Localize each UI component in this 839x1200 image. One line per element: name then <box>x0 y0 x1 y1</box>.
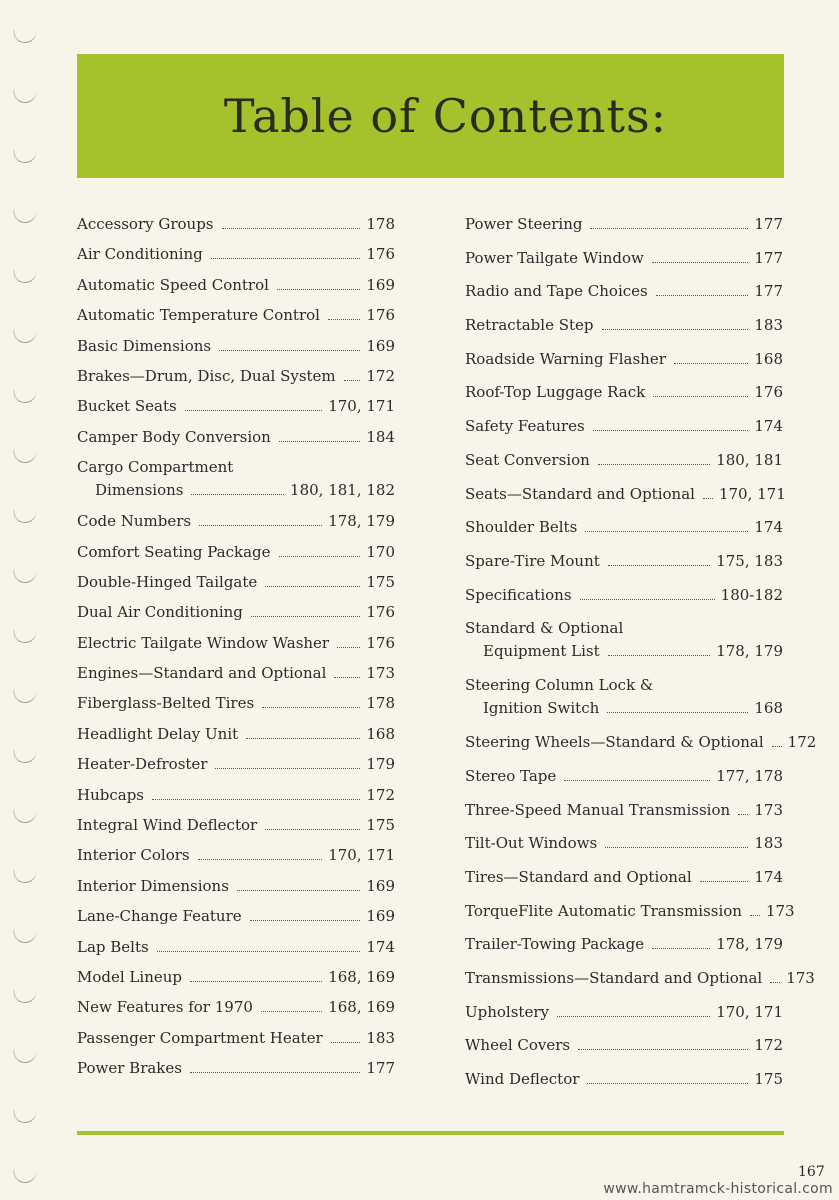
toc-entry[interactable] <box>465 1069 783 1103</box>
toc-entry-label: Wheel Covers <box>465 1036 571 1055</box>
dot-leader <box>750 915 760 916</box>
toc-entry-page: 168, 169 <box>328 998 395 1017</box>
toc-entry-page: 180, 181 <box>716 450 783 469</box>
toc-entry[interactable] <box>465 281 783 315</box>
toc-entry[interactable] <box>77 396 395 426</box>
toc-entry-label: Specifications <box>465 585 572 604</box>
toc-entry[interactable] <box>77 967 395 997</box>
toc-entry-page: 175 <box>366 816 395 835</box>
dot-leader <box>608 565 710 566</box>
toc-entry-page: 175 <box>366 572 395 591</box>
toc-entry-page: 174 <box>754 518 783 537</box>
toc-entry[interactable] <box>465 934 783 968</box>
toc-entry[interactable] <box>465 1035 783 1069</box>
binder-hole-icon <box>13 206 38 224</box>
toc-entry-page: 179 <box>366 755 395 774</box>
toc-entry[interactable] <box>77 542 395 572</box>
binder-hole-icon <box>13 26 38 44</box>
toc-entry-page: 173 <box>786 969 815 988</box>
dot-leader <box>557 1016 710 1017</box>
dot-leader <box>674 363 748 364</box>
toc-entry-page: 177, 178 <box>716 766 783 785</box>
toc-entry-page: 177 <box>366 1059 395 1078</box>
toc-entry-label: Radio and Tape Choices <box>465 282 648 301</box>
toc-entry-page: 175 <box>754 1070 783 1089</box>
toc-entry-page: 169 <box>366 275 395 294</box>
toc-entry[interactable] <box>465 968 815 1002</box>
toc-entry-label: Stereo Tape <box>465 766 557 785</box>
dot-leader <box>279 556 361 557</box>
toc-entry[interactable] <box>465 315 783 349</box>
dot-leader <box>656 295 749 296</box>
toc-entry-label: Seats—Standard and Optional <box>465 484 695 503</box>
dot-leader <box>653 396 748 397</box>
toc-entry-page: 169 <box>366 876 395 895</box>
toc-entry[interactable] <box>465 517 783 551</box>
toc-entry[interactable] <box>465 833 783 867</box>
toc-entry-page: 170, 171 <box>718 484 786 503</box>
toc-entry[interactable] <box>77 1058 395 1088</box>
dot-leader <box>198 859 323 860</box>
watermark: www.hamtramck-historical.com <box>603 1181 833 1197</box>
binder-hole-icon <box>13 806 38 824</box>
toc-entry[interactable] <box>465 867 783 901</box>
binder-hole-icon <box>13 626 38 644</box>
binder-hole-icon <box>13 926 38 944</box>
toc-entry-page: 178, 179 <box>328 512 395 531</box>
title-banner <box>77 54 784 178</box>
toc-entry-label: Power Brakes <box>77 1059 182 1078</box>
toc-entry-label: New Features for 1970 <box>77 998 253 1017</box>
toc-entry-page: 175, 183 <box>716 551 783 570</box>
binder-holes <box>0 0 40 1200</box>
toc-entry-label: Lane-Change Feature <box>77 907 242 926</box>
toc-entry-page: 177 <box>754 282 783 301</box>
toc-entry[interactable] <box>465 618 783 675</box>
dot-leader <box>652 262 749 263</box>
toc-entry-label: Tires—Standard and Optional <box>465 868 692 886</box>
toc-entry-page: 170, 171 <box>328 846 395 865</box>
dot-leader <box>261 1011 322 1012</box>
dot-leader <box>279 441 361 442</box>
toc-entry-label: Electric Tailgate Window Washer <box>77 633 330 652</box>
toc-entry-label: Model Lineup <box>77 967 182 986</box>
dot-leader <box>262 707 360 708</box>
toc-entry[interactable] <box>77 754 395 784</box>
dot-leader <box>265 829 360 830</box>
toc-entry-page: 170, 171 <box>716 1002 783 1021</box>
toc-entry-label: Interior Dimensions <box>77 876 229 895</box>
toc-entry[interactable] <box>77 214 395 244</box>
toc-entry-page: 178 <box>366 215 395 233</box>
toc-entry-page: 177 <box>754 248 783 267</box>
toc-entry-label: Three-Speed Manual Transmission <box>465 800 731 819</box>
dot-leader <box>152 799 360 800</box>
toc-entry-label: Standard & Optional <box>465 619 624 638</box>
binder-hole-icon <box>13 686 38 704</box>
dot-leader <box>344 380 361 381</box>
toc-entry-page: 174 <box>754 868 783 886</box>
toc-entry[interactable] <box>465 450 783 484</box>
dot-leader <box>598 464 710 465</box>
dot-leader <box>237 890 360 891</box>
binder-hole-icon <box>13 866 38 884</box>
toc-entry[interactable] <box>77 275 395 305</box>
toc-entry-label: Integral Wind Deflector <box>77 816 258 835</box>
dot-leader <box>580 599 715 600</box>
toc-entry[interactable] <box>77 845 395 875</box>
dot-leader <box>215 768 360 769</box>
toc-entry-label: Trailer-Towing Package <box>465 935 645 954</box>
toc-entry-page: 183 <box>366 1028 395 1047</box>
dot-leader <box>250 920 361 921</box>
toc-entry[interactable] <box>77 724 395 754</box>
binder-hole-icon <box>13 1046 38 1064</box>
toc-column-left <box>77 214 395 1089</box>
dot-leader <box>585 531 748 532</box>
toc-entry-page: 177 <box>754 215 783 233</box>
page-number: 167 <box>798 1164 825 1180</box>
toc-entry-page: 174 <box>366 937 395 956</box>
toc-entry-label: Automatic Temperature Control <box>77 306 320 325</box>
toc-entry-page: 172 <box>366 366 395 385</box>
binder-hole-icon <box>13 746 38 764</box>
binder-hole-icon <box>13 86 38 104</box>
toc-entry[interactable] <box>465 732 817 766</box>
dot-leader <box>277 289 360 290</box>
toc-entry-label: Bucket Seats <box>77 397 177 416</box>
toc-entry-label: Spare-Tire Mount <box>465 551 600 570</box>
toc-entry-label: Air Conditioning <box>77 245 203 264</box>
toc-entry-page: 178, 179 <box>716 642 783 661</box>
binder-hole-icon <box>13 146 38 164</box>
dot-leader <box>191 494 284 495</box>
dot-leader <box>593 430 749 431</box>
toc-entry-label: Comfort Seating Package <box>77 542 271 561</box>
dot-leader <box>772 746 782 747</box>
binder-hole-icon <box>13 566 38 584</box>
toc-entry[interactable] <box>77 366 395 396</box>
toc-entry-page: 168, 169 <box>328 967 395 986</box>
dot-leader <box>608 655 711 656</box>
toc-entry-page: 168 <box>754 349 783 368</box>
toc-entry-page: 176 <box>366 603 395 622</box>
toc-entry[interactable] <box>77 937 395 967</box>
toc-entry-label: Hubcaps <box>77 785 144 804</box>
toc-entry[interactable] <box>77 511 395 541</box>
toc-entry-page: 168 <box>366 724 395 743</box>
toc-entry-page: 168 <box>754 699 783 718</box>
dot-leader <box>190 1072 360 1073</box>
toc-entry-page: 176 <box>754 383 783 402</box>
toc-entry[interactable] <box>465 901 795 935</box>
dot-leader <box>328 319 360 320</box>
toc-entry-label: Power Tailgate Window <box>465 248 644 267</box>
toc-entry[interactable] <box>77 785 395 815</box>
toc-entry[interactable] <box>77 336 395 366</box>
toc-entry-label: Power Steering <box>465 215 583 233</box>
dot-leader <box>337 647 360 648</box>
toc-entry-label: Tilt-Out Windows <box>465 834 598 853</box>
toc-entry[interactable] <box>77 427 395 457</box>
toc-entry[interactable] <box>77 1028 395 1058</box>
dot-leader <box>590 228 748 229</box>
toc-entry-page: 169 <box>366 907 395 926</box>
toc-entry-page: 176 <box>366 245 395 264</box>
toc-entry-label: Code Numbers <box>77 512 192 531</box>
toc-entry[interactable] <box>465 1002 783 1036</box>
dot-leader <box>700 881 749 882</box>
toc-entry-label: Accessory Groups <box>77 215 214 233</box>
dot-leader <box>334 677 360 678</box>
page-title: Table of Contents: <box>223 89 668 143</box>
toc-entry[interactable] <box>77 693 395 723</box>
toc-entry-label-continued: Ignition Switch <box>483 699 600 718</box>
toc-entry-label: Lap Belts <box>77 937 149 956</box>
toc-entry-label: Seat Conversion <box>465 450 590 469</box>
dot-leader <box>199 525 322 526</box>
toc-entry-label: Fiberglass-Belted Tires <box>77 694 255 713</box>
toc-entry-page: 176 <box>366 306 395 325</box>
toc-entry[interactable] <box>465 800 783 834</box>
toc-entry[interactable] <box>465 214 783 248</box>
dot-leader <box>703 498 713 499</box>
toc-entry-label: Double-Hinged Tailgate <box>77 572 258 591</box>
toc-entry-page: 178 <box>366 694 395 713</box>
dot-leader <box>738 814 748 815</box>
toc-entry-page: 178, 179 <box>716 935 783 954</box>
dot-leader <box>190 981 322 982</box>
footer-rule <box>77 1131 784 1135</box>
dot-leader <box>185 410 323 411</box>
toc-entry[interactable] <box>465 248 783 282</box>
toc-entry-label: Steering Column Lock & <box>465 676 654 695</box>
binder-hole-icon <box>13 506 38 524</box>
toc-entry[interactable] <box>465 585 783 619</box>
dot-leader <box>246 738 360 739</box>
toc-entry[interactable] <box>465 416 783 450</box>
dot-leader <box>602 329 749 330</box>
toc-entry-label: Shoulder Belts <box>465 518 578 537</box>
dot-leader <box>219 350 360 351</box>
toc-entry-page: 184 <box>366 427 395 446</box>
toc-entry-page: 180-182 <box>720 585 783 604</box>
binder-hole-icon <box>13 986 38 1004</box>
binder-hole-icon <box>13 1166 38 1184</box>
toc-entry-page: 173 <box>366 664 395 683</box>
toc-entry-page: 170, 171 <box>328 397 395 416</box>
dot-leader <box>157 951 361 952</box>
toc-entry[interactable] <box>465 766 783 800</box>
toc-entry-page: 172 <box>366 785 395 804</box>
toc-entry-page: 169 <box>366 336 395 355</box>
toc-entry-label: Interior Colors <box>77 846 190 865</box>
dot-leader <box>265 586 360 587</box>
dot-leader <box>605 847 748 848</box>
toc-entry[interactable] <box>77 815 395 845</box>
toc-entry-page: 183 <box>754 834 783 853</box>
dot-leader <box>211 258 361 259</box>
toc-entry-label: Dual Air Conditioning <box>77 603 243 622</box>
toc-entry-page: 170 <box>366 542 395 561</box>
dot-leader <box>652 948 710 949</box>
toc-entry-label: Retractable Step <box>465 316 594 335</box>
toc-entry[interactable] <box>77 602 395 632</box>
dot-leader <box>564 780 710 781</box>
toc-entry-page: 174 <box>754 417 783 436</box>
toc-entry[interactable] <box>77 305 395 335</box>
binder-hole-icon <box>13 386 38 404</box>
toc-entry-page: 173 <box>754 800 783 819</box>
dot-leader <box>251 616 360 617</box>
dot-leader <box>222 228 361 229</box>
toc-entry[interactable] <box>77 997 395 1027</box>
toc-entry-label: Transmissions—Standard and Optional <box>465 969 763 988</box>
toc-entry[interactable] <box>77 244 395 274</box>
toc-entry[interactable] <box>77 906 395 936</box>
toc-entry-page: 173 <box>765 901 795 920</box>
toc-entry-label: Upholstery <box>465 1002 549 1021</box>
toc-entry[interactable] <box>77 572 395 602</box>
toc-column-right <box>465 214 817 1103</box>
dot-leader <box>578 1049 748 1050</box>
binder-hole-icon <box>13 1106 38 1124</box>
toc-entry-label: Passenger Compartment Heater <box>77 1028 323 1047</box>
dot-leader <box>587 1083 748 1084</box>
binder-hole-icon <box>13 266 38 284</box>
toc-entry[interactable] <box>77 633 395 663</box>
toc-entry-label: Engines—Standard and Optional <box>77 664 327 683</box>
binder-hole-icon <box>13 326 38 344</box>
toc-entry-label: Safety Features <box>465 417 585 436</box>
toc-entry-label: Camper Body Conversion <box>77 427 271 446</box>
toc-entry-page: 180, 181, 182 <box>290 481 395 500</box>
toc-entry-label: Roof-Top Luggage Rack <box>465 383 646 402</box>
toc-entry-label: Basic Dimensions <box>77 336 212 355</box>
toc-entry-label: Roadside Warning Flasher <box>465 349 666 368</box>
toc-entry-label-continued: Equipment List <box>483 642 600 661</box>
toc-entry[interactable] <box>465 675 783 732</box>
toc-entry-label-continued: Dimensions <box>95 481 184 500</box>
toc-entry-page: 183 <box>754 316 783 335</box>
toc-entry[interactable] <box>465 382 783 416</box>
toc-entry-page: 172 <box>787 733 817 752</box>
toc-entry-label: Brakes—Drum, Disc, Dual System <box>77 366 336 385</box>
toc-entry-label: Cargo Compartment <box>77 458 234 477</box>
toc-entry-label: Automatic Speed Control <box>77 275 269 294</box>
toc-entry-label: Wind Deflector <box>465 1070 580 1089</box>
dot-leader <box>770 982 780 983</box>
toc-entry[interactable] <box>465 484 786 518</box>
toc-entry[interactable] <box>77 876 395 906</box>
toc-entry-page: 172 <box>754 1036 783 1055</box>
binder-hole-icon <box>13 446 38 464</box>
toc-entry-label: Steering Wheels—Standard & Optional <box>465 733 764 752</box>
dot-leader <box>331 1042 361 1043</box>
toc-entry-label: TorqueFlite Automatic Transmission <box>465 901 742 920</box>
toc-entry[interactable] <box>465 349 783 383</box>
toc-entry[interactable] <box>465 551 783 585</box>
toc-entry-label: Headlight Delay Unit <box>77 724 239 743</box>
toc-entry[interactable] <box>77 663 395 693</box>
dot-leader <box>607 712 748 713</box>
toc-entry-page: 176 <box>366 633 395 652</box>
toc-entry-label: Heater-Defroster <box>77 755 208 774</box>
toc-entry[interactable] <box>77 457 395 511</box>
